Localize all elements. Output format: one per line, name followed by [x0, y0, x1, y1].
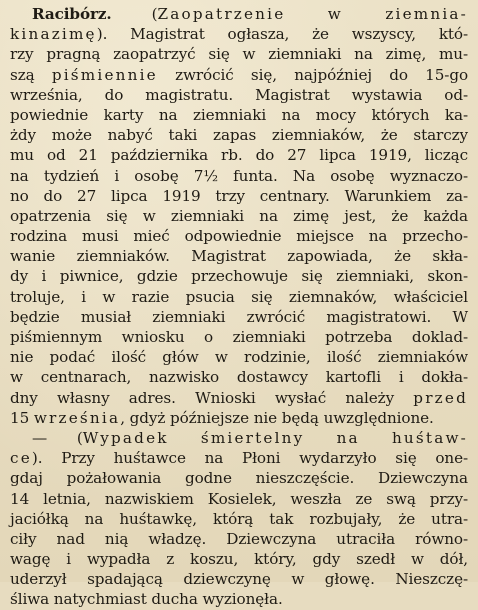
article-line: wanie ziemniaków. Magistrat zapowiada, że skła-	[10, 247, 468, 266]
article-line: wagę i wypadła z koszu, który, gdy szedł w dół,	[10, 550, 468, 569]
article-line: gdaj pożałowania godne nieszczęście. Dziewczyna	[10, 469, 468, 488]
article-raciborz	[10, 4, 468, 428]
article-line: opatrzenia się w ziemniaki na zimę jest, że każda	[10, 206, 468, 225]
article-line: ciły nad nią władzę. Dziewczyna utraciła równo-	[10, 529, 468, 548]
article-line: jaciółką na huśtawkę, którą tak rozbujały, że utra-	[10, 509, 468, 528]
article-line: szą piśmiennie zwrócić się, najpóźniej do 15-go	[10, 65, 468, 84]
article-line: żdy może nabyć taki zapas ziemniaków, że starczy	[10, 126, 468, 145]
article-line: będzie musiał ziemniaki zwrócić magistratowi. W	[10, 307, 468, 326]
article-line: no do 27 lipca 1919 trzy centnary. Warunkiem za-	[10, 186, 468, 205]
article-line: kinazimę). Magistrat ogłasza, że wszyscy, któ-	[10, 25, 468, 44]
article-wypadek	[10, 428, 468, 610]
article-line: nie podać ilość głów w rodzinie, ilość ziemniaków	[10, 348, 468, 367]
article-line: powiednie karty na ziemniaki na mocy których ka-	[10, 105, 468, 124]
article-line: na tydzień i osobę 7½ funta. Na osobę wyznaczo-	[10, 166, 468, 185]
newspaper-column	[10, 4, 468, 610]
article-line: 14 letnia, nazwiskiem Kosielek, weszła ze swą przy-	[10, 489, 468, 508]
article-line: uderzył spadającą dziewczynę w głowę. Nieszczę-	[10, 570, 468, 589]
article-line: mu od 21 października rb. do 27 lipca 1919, licząc	[10, 146, 468, 165]
article-line: dny własny adres. Wnioski wysłać należy przed	[10, 388, 468, 407]
article-line: 15 września, gdyż późniejsze nie będą uwzględnione.	[10, 408, 434, 427]
article-line: września, do magistratu. Magistrat wystawia od-	[10, 85, 468, 104]
article-line: śliwa natychmiast ducha wyzionęła.	[10, 590, 283, 609]
article-line: — (Wypadek śmiertelny na huśtaw-	[32, 428, 468, 447]
article-line: Racibórz. (Zaopatrzenie w ziemnia-	[32, 5, 468, 23]
article-line: rzy pragną zaopatrzyć się w ziemniaki na zimę, mu-	[10, 45, 468, 64]
article-line: troluje, i w razie psucia się ziemnaków, właściciel	[10, 287, 468, 306]
article-line: ce). Przy huśtawce na Płoni wydarzyło się one-	[10, 449, 468, 468]
article-line: w centnarach, nazwisko dostawcy kartofli i dokła-	[10, 368, 468, 387]
article-line: dy i piwnice, gdzie przechowuje się ziemniaki, skon-	[10, 267, 468, 286]
article-line: rodzina musi mieć odpowiednie miejsce na przecho-	[10, 227, 468, 246]
article-line: piśmiennym wniosku o ziemniaki potrzeba doklad-	[10, 328, 468, 346]
